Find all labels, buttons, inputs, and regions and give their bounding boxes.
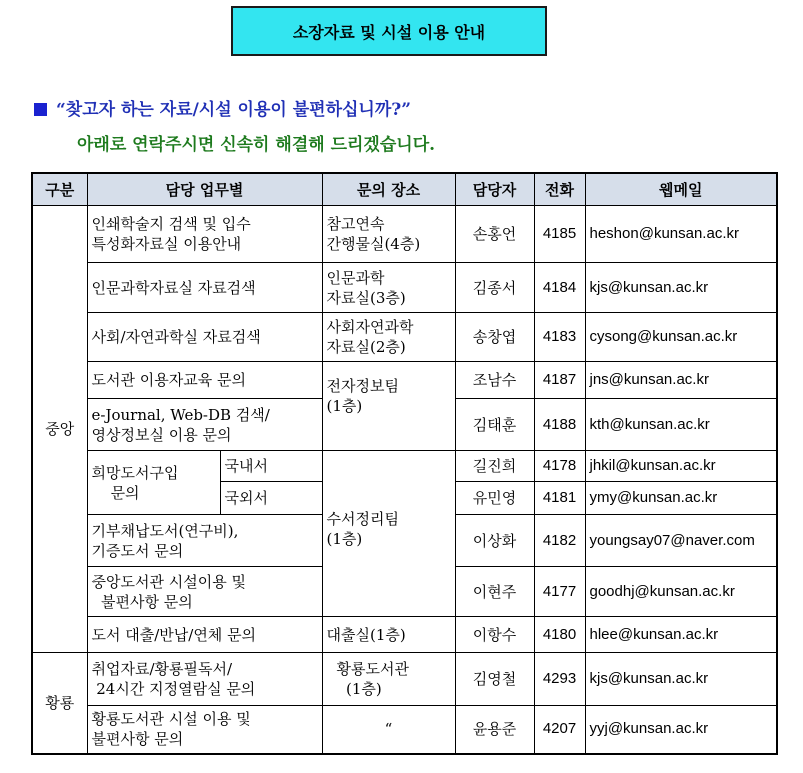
email-link[interactable]: yyj@kunsan.ac.kr [585,706,777,754]
location-cell: 수서정리팀 (1층) [322,451,455,617]
bullet-square-icon [34,103,47,116]
phone-cell: 4181 [534,482,585,515]
table-row [32,313,777,362]
task-cell: 취업자료/황룡필독서/ 24시간 지정열람실 문의 [87,653,322,706]
phone-cell: 4185 [534,206,585,263]
phone-cell: 4187 [534,362,585,399]
person-cell: 송창엽 [455,313,534,362]
task-cell: 인문과학자료실 자료검색 [87,263,322,313]
email-link[interactable]: goodhj@kunsan.ac.kr [585,567,777,617]
task-cell: 인쇄학술지 검색 및 입수 특성화자료실 이용안내 [87,206,322,263]
task-cell: 도서 대출/반납/연체 문의 [87,617,322,653]
table-row [32,362,777,399]
location-cell: 참고연속 간행물실(4층) [322,206,455,263]
email-link[interactable]: ymy@kunsan.ac.kr [585,482,777,515]
email-link[interactable]: kjs@kunsan.ac.kr [585,263,777,313]
phone-cell: 4177 [534,567,585,617]
table-row [32,653,777,706]
contact-table [31,172,778,755]
table-row [32,706,777,754]
header-category: 구분 [32,173,87,206]
email-link[interactable]: jns@kunsan.ac.kr [585,362,777,399]
phone-cell: 4182 [534,515,585,567]
header-person: 담당자 [455,173,534,206]
phone-cell: 4180 [534,617,585,653]
phone-cell: 4207 [534,706,585,754]
phone-cell: 4188 [534,399,585,451]
table-row [32,206,777,263]
person-cell: 이현주 [455,567,534,617]
phone-cell: 4178 [534,451,585,482]
email-link[interactable]: youngsay07@naver.com [585,515,777,567]
page-title: 소장자료 및 시설 이용 안내 [231,6,547,56]
header-email: 웹메일 [585,173,777,206]
category-central: 중앙 [32,206,87,653]
person-cell: 김영철 [455,653,534,706]
person-cell: 김태훈 [455,399,534,451]
phone-cell: 4183 [534,313,585,362]
header-task: 담당 업무별 [87,173,322,206]
sub-category-domestic: 국내서 [220,451,322,482]
person-cell: 길진희 [455,451,534,482]
header-phone: 전화 [534,173,585,206]
person-cell: 김종서 [455,263,534,313]
notice-question-text: “찾고자 하는 자료/시설 이용이 불편하십니까?” [56,100,411,120]
location-cell: 인문과학 자료실(3층) [322,263,455,313]
task-cell: e-Journal, Web-DB 검색/ 영상정보실 이용 문의 [87,399,322,451]
table-header-row [32,173,777,206]
location-cell: 전자정보팀 (1층) [322,362,455,451]
email-link[interactable]: kth@kunsan.ac.kr [585,399,777,451]
category-hwangryong: 황룡 [32,653,87,754]
location-cell: “ [322,706,455,754]
sub-category-foreign: 국외서 [220,482,322,515]
task-cell: 희망도서구입 문의 [87,451,220,515]
task-cell: 도서관 이용자교육 문의 [87,362,322,399]
person-cell: 유민영 [455,482,534,515]
table-row [32,263,777,313]
header-location: 문의 장소 [322,173,455,206]
table-row [32,451,777,482]
location-cell: 대출실(1층) [322,617,455,653]
email-link[interactable]: hlee@kunsan.ac.kr [585,617,777,653]
phone-cell: 4293 [534,653,585,706]
notice-question [34,95,411,120]
phone-cell: 4184 [534,263,585,313]
task-cell: 황룡도서관 시설 이용 및 불편사항 문의 [87,706,322,754]
email-link[interactable]: kjs@kunsan.ac.kr [585,653,777,706]
email-link[interactable]: cysong@kunsan.ac.kr [585,313,777,362]
task-cell: 사회/자연과학실 자료검색 [87,313,322,362]
table-row [32,617,777,653]
location-cell: 사회자연과학 자료실(2층) [322,313,455,362]
person-cell: 윤용준 [455,706,534,754]
person-cell: 이상화 [455,515,534,567]
email-link[interactable]: heshon@kunsan.ac.kr [585,206,777,263]
person-cell: 조남수 [455,362,534,399]
person-cell: 손홍언 [455,206,534,263]
person-cell: 이항수 [455,617,534,653]
task-cell: 중앙도서관 시설이용 및 불편사항 문의 [87,567,322,617]
location-cell: 황룡도서관 (1층) [322,653,455,706]
task-cell: 기부채납도서(연구비), 기증도서 문의 [87,515,322,567]
notice-contact: 아래로 연락주시면 신속히 해결해 드리겠습니다. [77,135,436,155]
email-link[interactable]: jhkil@kunsan.ac.kr [585,451,777,482]
